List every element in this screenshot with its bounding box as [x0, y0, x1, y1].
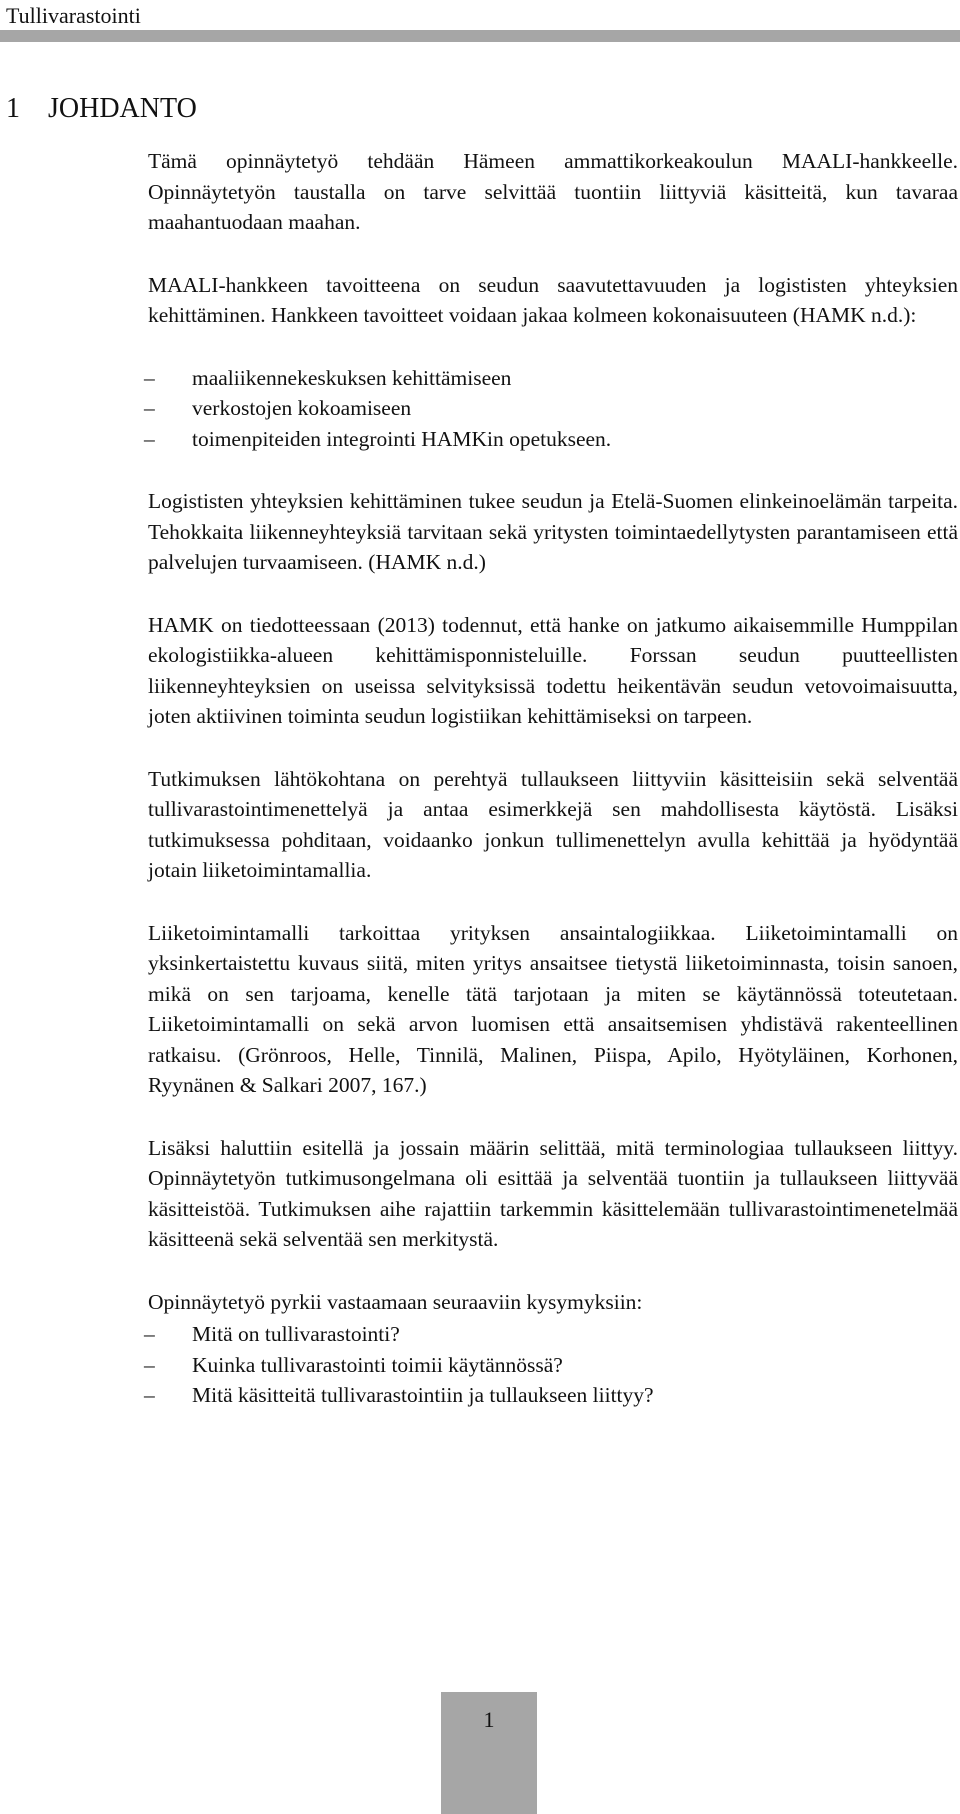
questions-list: [148, 1319, 958, 1411]
paragraph-business-model: Liiketoimintamalli tarkoittaa yrityksen ansaintalogiikkaa. Liiketoimintamalli on yksinkertaistettu kuvaus siitä, miten yritys ansaitsee tietystä liiketoiminnasta, toisin sanoen, mikä on sen tarjoama, kenelle tätä tarjotaan ja miten se käytännössä toteutetaan. Liiketoimintamalli on sekä arvon luomisen että ansaitsemisen yhdistävä rakenteellinen ratkaisu. (Grönroos, Helle, Tinnilä, Malinen, Piispa, Apilo, Hyötyläinen, Korhonen, Ryynänen & Salkari 2007, 167.): [148, 920, 958, 1097]
paragraph-goals-intro: MAALI-hankkeen tavoitteena on seudun saavutettavuuden ja logististen yhteyksien kehittäminen. Hankkeen tavoitteet voidaan jakaa kolmeen kokonaisuuteen (HAMK n.d.):: [148, 272, 958, 327]
paragraph-hamk: HAMK on tiedotteessaan (2013) todennut, että hanke on jatkumo aikaisemmille Humppilan ekologistiikka-alueen kehittämisponnisteluille. Forssan seudun puutteellisten liikenneyhteyksien on useissa selvityksissä todettu heikentävän seudun vetovoimaisuutta, joten aktiivinen toiminta seudun logistiikan kehittämiseksi on tarpeen.: [148, 612, 958, 728]
paragraph-terminology: Lisäksi haluttiin esitellä ja jossain määrin selittää, mitä terminologiaa tullaukseen liittyy. Opinnäytetyön tutkimusongelmana oli esittää ja selventää tuontiin ja tullaukseen liittyvää käsitteistöä. Tutkimuksen aihe rajattiin tarkemmin käsittelemään tullivarastointimenetelmää käsitteenä sekä selventää sen merkitystä.: [148, 1135, 958, 1251]
list-item: – maaliikennekeskuksen kehittämiseen: [148, 363, 958, 394]
header-rule: [0, 30, 960, 42]
page-number: 1: [483, 1707, 495, 1732]
chapter-title: JOHDANTO: [48, 93, 197, 124]
list-item: – Kuinka tullivarastointi toimii käytännössä?: [148, 1350, 958, 1381]
chapter-number: 1: [6, 93, 20, 124]
paragraph-research-basis: Tutkimuksen lähtökohtana on perehtyä tullaukseen liittyviin käsitteisiin sekä selventää tullivarastointimenettelyä ja antaa esimerkkejä sen mahdollisesta käytöstä. Lisäksi tutkimuksessa pohditaan, voidaanko jonkun tullimenettelyn avulla kehittää ja hyödyntää jotain liiketoimintamallia.: [148, 766, 958, 882]
list-item: – Mitä käsitteitä tullivarastointiin ja tullaukseen liittyy?: [148, 1380, 958, 1411]
paragraph-intro: Tämä opinnäytetyö tehdään Hämeen ammattikorkeakoulun MAALI-hankkeelle. Opinnäytetyön taustalla on tarve selvittää tuontiin liittyviä käsitteitä, kun tavaraa maahantuodaan maahan.: [148, 149, 958, 234]
running-header: Tullivarastointi: [6, 3, 141, 28]
paragraph-logistics: Logististen yhteyksien kehittäminen tukee seudun ja Etelä-Suomen elinkeinoelämän tarpeita. Tehokkaita liikenneyhteyksiä tarvitaan sekä yritysten toimintaedellytysten parantamiseen että palvelujen turvaamiseen. (HAMK n.d.): [148, 489, 958, 574]
paragraph-questions-intro: Opinnäytetyö pyrkii vastaamaan seuraaviin kysymyksiin:: [148, 1289, 643, 1314]
list-item: – Mitä on tullivarastointi?: [148, 1319, 958, 1350]
body-text: [148, 146, 958, 1443]
goals-list: [148, 363, 958, 455]
list-item: – verkostojen kokoamiseen: [148, 393, 958, 424]
chapter-heading: [6, 92, 197, 126]
list-item: – toimenpiteiden integrointi HAMKin opetukseen.: [148, 424, 958, 455]
